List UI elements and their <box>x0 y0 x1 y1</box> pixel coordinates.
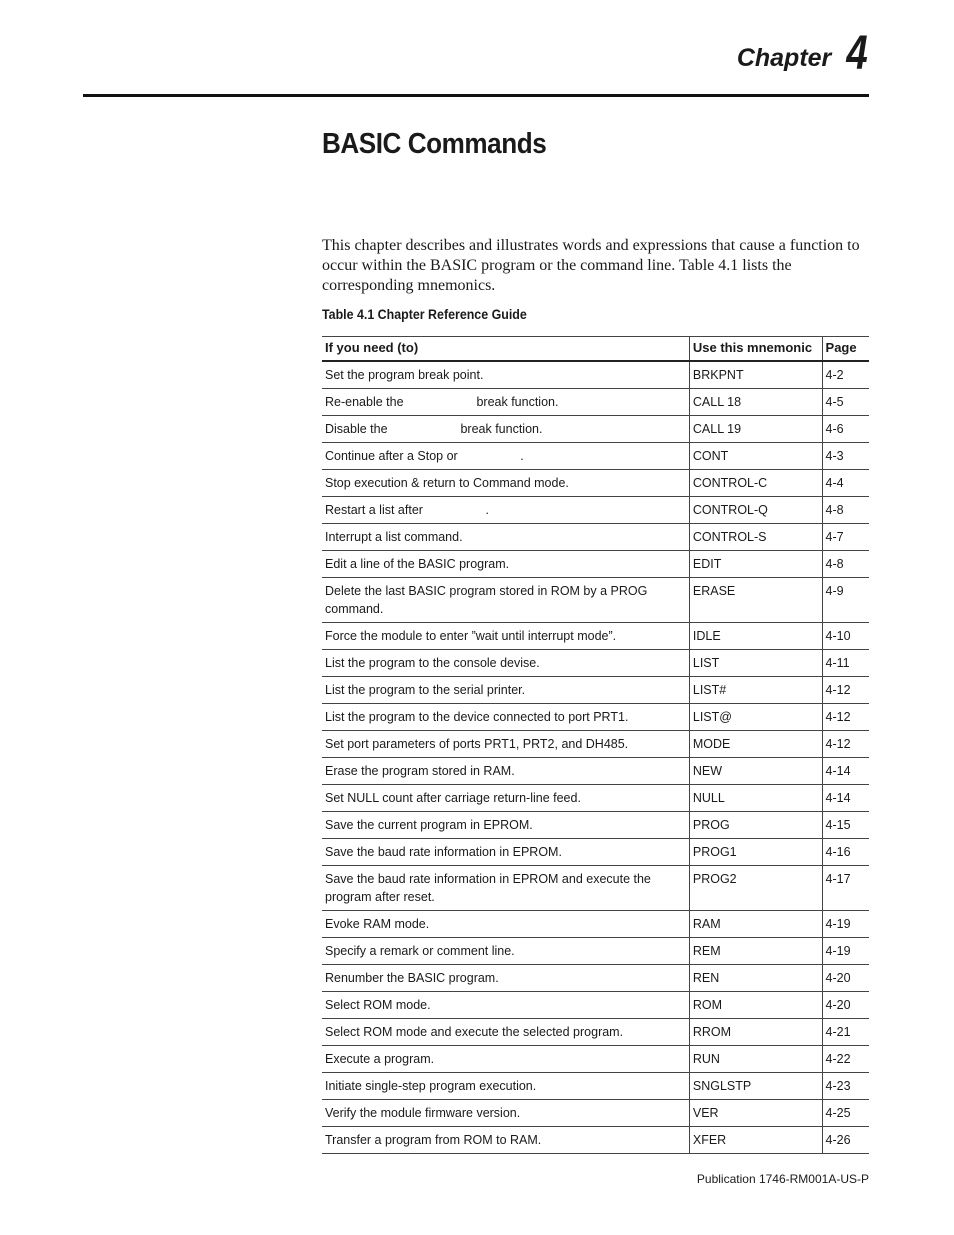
cell-mnemonic: LIST# <box>689 677 822 704</box>
table-row <box>322 416 869 443</box>
intro-paragraph: This chapter describes and illustrates words and expressions that cause a function to occur within the BASIC program or the command line. Table 4.1 lists the corresponding mnemonics. <box>322 237 860 294</box>
cell-mnemonic: LIST <box>689 650 822 677</box>
cell-page: 4-12 <box>822 731 869 758</box>
cell-page: 4-5 <box>822 389 869 416</box>
cell-mnemonic: REM <box>689 938 822 965</box>
header-need: If you need (to) <box>322 337 689 362</box>
cell-need: List the program to the device connected to port PRT1. <box>322 704 689 731</box>
table-row <box>322 1127 869 1154</box>
cell-mnemonic: CONTROL-Q <box>689 497 822 524</box>
cell-need: Interrupt a list command. <box>322 524 689 551</box>
cell-mnemonic: RAM <box>689 911 822 938</box>
cell-page: 4-10 <box>822 623 869 650</box>
cell-page: 4-8 <box>822 497 869 524</box>
cell-mnemonic: CONTROL-S <box>689 524 822 551</box>
table-row <box>322 992 869 1019</box>
table-row <box>322 1073 869 1100</box>
cell-need: Edit a line of the BASIC program. <box>322 551 689 578</box>
table-caption: Table 4.1 Chapter Reference Guide <box>322 307 527 322</box>
cell-need: Select ROM mode. <box>322 992 689 1019</box>
cell-need: Set the program break point. <box>322 361 689 389</box>
cell-mnemonic: RROM <box>689 1019 822 1046</box>
cell-page: 4-26 <box>822 1127 869 1154</box>
cell-mnemonic: PROG <box>689 812 822 839</box>
cell-need: Transfer a program from ROM to RAM. <box>322 1127 689 1154</box>
cell-mnemonic: NULL <box>689 785 822 812</box>
cell-need: Set port parameters of ports PRT1, PRT2, and DH485. <box>322 731 689 758</box>
table-row <box>322 443 869 470</box>
cell-mnemonic: CALL 19 <box>689 416 822 443</box>
cell-page: 4-8 <box>822 551 869 578</box>
header-page: Page <box>822 337 869 362</box>
table-row <box>322 785 869 812</box>
cell-need: Continue after a Stop or . <box>322 443 689 470</box>
cell-need: Select ROM mode and execute the selected program. <box>322 1019 689 1046</box>
header-mnemonic: Use this mnemonic <box>689 337 822 362</box>
cell-mnemonic: VER <box>689 1100 822 1127</box>
cell-mnemonic: NEW <box>689 758 822 785</box>
table-header-row <box>322 337 869 362</box>
cell-page: 4-14 <box>822 785 869 812</box>
table-row <box>322 965 869 992</box>
table-row <box>322 361 869 389</box>
cell-mnemonic: CONT <box>689 443 822 470</box>
cell-page: 4-7 <box>822 524 869 551</box>
cell-need: Delete the last BASIC program stored in ROM by a PROG command. <box>322 578 689 623</box>
cell-need: Restart a list after . <box>322 497 689 524</box>
cell-page: 4-4 <box>822 470 869 497</box>
chapter-label: Chapter <box>736 44 832 73</box>
cell-need: Force the module to enter ”wait until interrupt mode”. <box>322 623 689 650</box>
cell-need: List the program to the serial printer. <box>322 677 689 704</box>
cell-mnemonic: PROG1 <box>689 839 822 866</box>
cell-need: Save the baud rate information in EPROM and execute the program after reset. <box>322 866 689 911</box>
cell-page: 4-19 <box>822 938 869 965</box>
publication-number: Publication 1746-RM001A-US-P <box>696 1172 869 1186</box>
cell-mnemonic: REN <box>689 965 822 992</box>
table-row <box>322 677 869 704</box>
cell-page: 4-9 <box>822 578 869 623</box>
cell-need: Renumber the BASIC program. <box>322 965 689 992</box>
table-row <box>322 497 869 524</box>
table-row <box>322 839 869 866</box>
table-row <box>322 866 869 911</box>
table-row <box>322 1046 869 1073</box>
cell-mnemonic: ERASE <box>689 578 822 623</box>
cell-page: 4-19 <box>822 911 869 938</box>
table-row <box>322 911 869 938</box>
cell-page: 4-12 <box>822 677 869 704</box>
cell-mnemonic: CONTROL-C <box>689 470 822 497</box>
cell-need: Erase the program stored in RAM. <box>322 758 689 785</box>
cell-page: 4-20 <box>822 992 869 1019</box>
cell-need: Execute a program. <box>322 1046 689 1073</box>
cell-mnemonic: RUN <box>689 1046 822 1073</box>
cell-need: Stop execution & return to Command mode. <box>322 470 689 497</box>
table-row <box>322 731 869 758</box>
cell-need: Re-enable the break function. <box>322 389 689 416</box>
cell-mnemonic: EDIT <box>689 551 822 578</box>
table-row <box>322 812 869 839</box>
cell-page: 4-12 <box>822 704 869 731</box>
cell-mnemonic: SNGLSTP <box>689 1073 822 1100</box>
cell-page: 4-16 <box>822 839 869 866</box>
cell-page: 4-23 <box>822 1073 869 1100</box>
cell-page: 4-2 <box>822 361 869 389</box>
cell-page: 4-25 <box>822 1100 869 1127</box>
cell-need: Verify the module firmware version. <box>322 1100 689 1127</box>
cell-page: 4-3 <box>822 443 869 470</box>
cell-need: Specify a remark or comment line. <box>322 938 689 965</box>
page-title: BASIC Commands <box>322 128 547 160</box>
cell-page: 4-21 <box>822 1019 869 1046</box>
cell-need: Save the baud rate information in EPROM. <box>322 839 689 866</box>
cell-mnemonic: ROM <box>689 992 822 1019</box>
cell-mnemonic: MODE <box>689 731 822 758</box>
table-row <box>322 1100 869 1127</box>
table-row <box>322 551 869 578</box>
cell-mnemonic: LIST@ <box>689 704 822 731</box>
cell-need: List the program to the console devise. <box>322 650 689 677</box>
chapter-divider <box>83 94 869 97</box>
table-row <box>322 938 869 965</box>
cell-need: Evoke RAM mode. <box>322 911 689 938</box>
table-row <box>322 578 869 623</box>
cell-page: 4-6 <box>822 416 869 443</box>
table-row <box>322 389 869 416</box>
chapter-heading <box>736 27 868 80</box>
cell-need: Initiate single-step program execution. <box>322 1073 689 1100</box>
table-row <box>322 623 869 650</box>
cell-page: 4-22 <box>822 1046 869 1073</box>
reference-table <box>322 336 869 1154</box>
cell-need: Set NULL count after carriage return-line feed. <box>322 785 689 812</box>
cell-page: 4-11 <box>822 650 869 677</box>
table-body <box>322 361 869 1154</box>
table-row <box>322 470 869 497</box>
cell-page: 4-14 <box>822 758 869 785</box>
cell-mnemonic: BRKPNT <box>689 361 822 389</box>
table-row <box>322 1019 869 1046</box>
cell-mnemonic: CALL 18 <box>689 389 822 416</box>
chapter-number: 4 <box>846 27 868 80</box>
cell-page: 4-20 <box>822 965 869 992</box>
table-row <box>322 704 869 731</box>
cell-page: 4-17 <box>822 866 869 911</box>
cell-mnemonic: IDLE <box>689 623 822 650</box>
cell-mnemonic: PROG2 <box>689 866 822 911</box>
cell-mnemonic: XFER <box>689 1127 822 1154</box>
table-row <box>322 524 869 551</box>
cell-need: Save the current program in EPROM. <box>322 812 689 839</box>
cell-page: 4-15 <box>822 812 869 839</box>
table-row <box>322 758 869 785</box>
cell-need: Disable the break function. <box>322 416 689 443</box>
table-row <box>322 650 869 677</box>
